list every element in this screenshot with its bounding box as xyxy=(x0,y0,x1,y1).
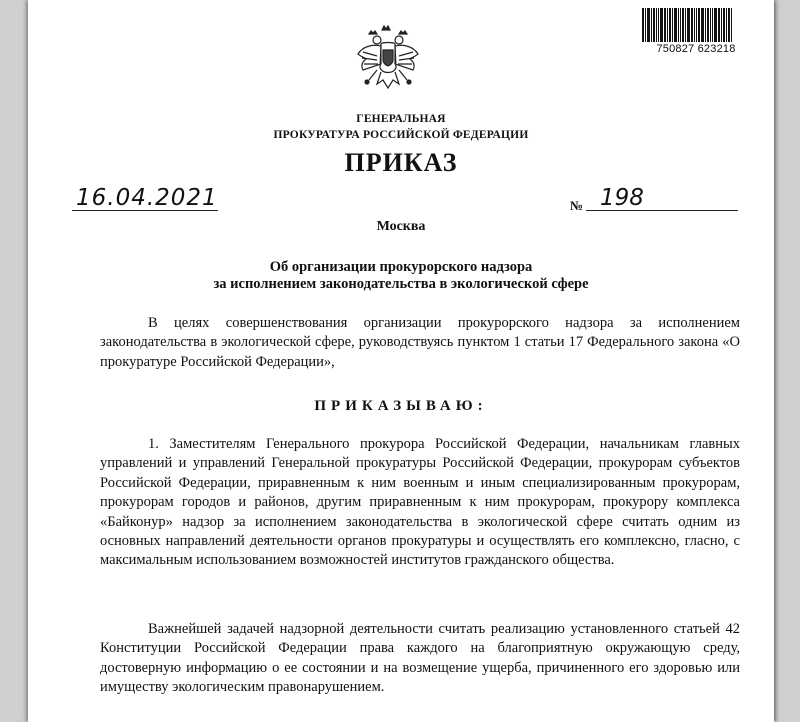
city: Москва xyxy=(376,219,426,234)
coat-of-arms-emblem xyxy=(355,24,421,96)
paragraph-2 xyxy=(100,620,740,698)
paragraph-1 xyxy=(100,435,740,571)
subject-line-2: за исполнением законодательства в экологической сфере xyxy=(213,276,589,292)
document-title: ПРИКАЗ xyxy=(344,148,458,177)
paragraph-2-text: Важнейшей задачей надзорной деятельности считать реализацию установленного статьей 42 Конституции Российской Федерации права каждого на благоприятную окружающую среду, достоверную информацию о ее состоянии и на возмещение ущерба, причиненного его здоровью или имуществу экологическим правонарушением. xyxy=(100,621,740,696)
organization-line-2: ПРОКУРАТУРА РОССИЙСКОЙ ФЕДЕРАЦИИ xyxy=(273,129,529,141)
document-date: 16.04.2021 xyxy=(72,186,218,211)
barcode xyxy=(642,8,750,54)
preamble-text: В целях совершенствования организации прокурорского надзора за исполнением законодательства в экологической сфере, руководствуясь пунктом 1 статьи 17 Федерального закона «О прокуратуре Российской Федерации», xyxy=(100,315,740,370)
subject-line-1: Об организации прокурорского надзора xyxy=(269,259,533,275)
document-subject xyxy=(28,259,774,293)
preamble xyxy=(100,314,740,372)
document-number: 198 xyxy=(586,186,738,211)
number-label: № xyxy=(570,198,584,213)
organization-line-1: ГЕНЕРАЛЬНАЯ xyxy=(356,113,446,125)
document-page xyxy=(28,0,774,722)
paragraph-1-text: 1. Заместителям Генерального прокурора Российской Федерации, начальникам главных управлений и управлений Генеральной прокуратуры Российской Федерации, прокурорам субъектов Российской Федерации, приравненным к ним военным и иным специализированным прокурорам, прокурорам городов и районов, другим приравненным к ним прокурорам, прокурору комплекса «Байконур» надзор за исполнением законодательства в экологической сфере считать одним из основных направлений деятельности органов прокуратуры и осуществлять его комплексно, гласно, с максимальным использованием возможностей институтов гражданского общества. xyxy=(100,436,740,569)
barcode-bars xyxy=(642,8,750,42)
barcode-number: 750827 623218 xyxy=(656,43,736,55)
order-heading: ПРИКАЗЫВАЮ: xyxy=(314,398,488,414)
